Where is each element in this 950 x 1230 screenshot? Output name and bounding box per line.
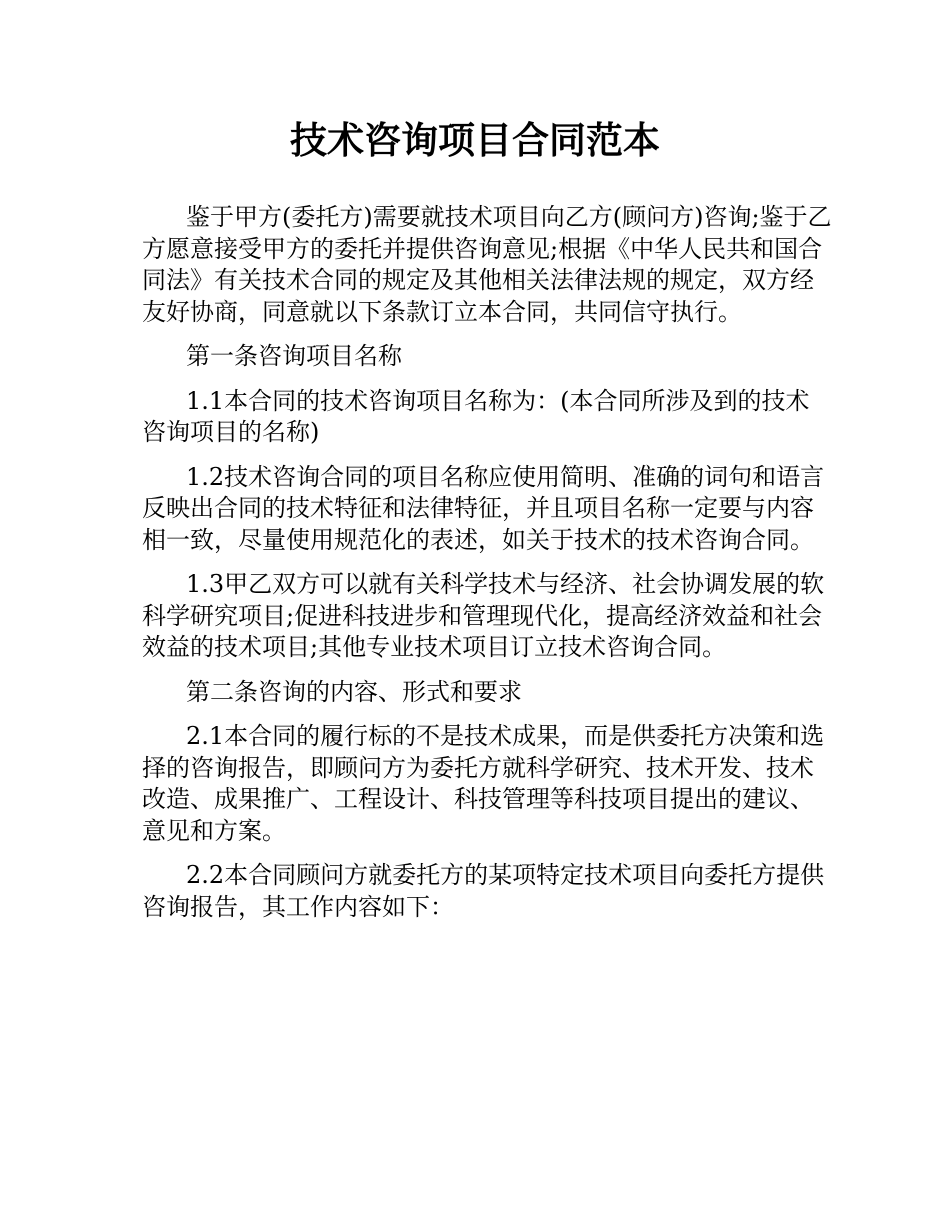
paragraph-preamble: 鉴于甲方(委托方)需要就技术项目向乙方(顾问方)咨询;鉴于乙方愿意接受甲方的委托并提供咨询意见;根据《中华人民共和国合同法》有关技术合同的规定及其他相关法律法规的规定，双方经友好协商，同意就以下条款订立本合同，共同信守执行。 (142, 203, 832, 326)
document-title: 技术咨询项目合同范本 (290, 119, 660, 162)
document-body (142, 202, 832, 936)
section-heading-2: 第二条咨询的内容、形式和要求 (186, 677, 522, 706)
clause-1-1: 1.1本合同的技术咨询项目名称为：(本合同所涉及到的技术咨询项目的名称) (142, 386, 810, 446)
clause-2-1: 2.1本合同的履行标的不是技术成果，而是供委托方决策和选择的咨询报告，即顾问方为委托方就科学研究、技术开发、技术改造、成果推广、工程设计、科技管理等科技项目提出的建议、意见和方案。 (142, 722, 825, 845)
clause-1-3: 1.3甲乙双方可以就有关科学技术与经济、社会协调发展的软科学研究项目;促进科技进步和管理现代化，提高经济效益和社会效益的技术项目;其他专业技术项目订立技术咨询合同。 (142, 570, 825, 661)
clause-2-2: 2.2本合同顾问方就委托方的某项特定技术项目向委托方提供咨询报告，其工作内容如下： (142, 861, 825, 921)
section-heading-1: 第一条咨询项目名称 (186, 342, 402, 370)
clause-1-2: 1.2技术咨询合同的项目名称应使用简明、准确的词句和语言反映出合同的技术特征和法律特征，并且项目名称一定要与内容相一致，尽量使用规范化的表述，如关于技术的技术咨询合同。 (142, 462, 825, 554)
